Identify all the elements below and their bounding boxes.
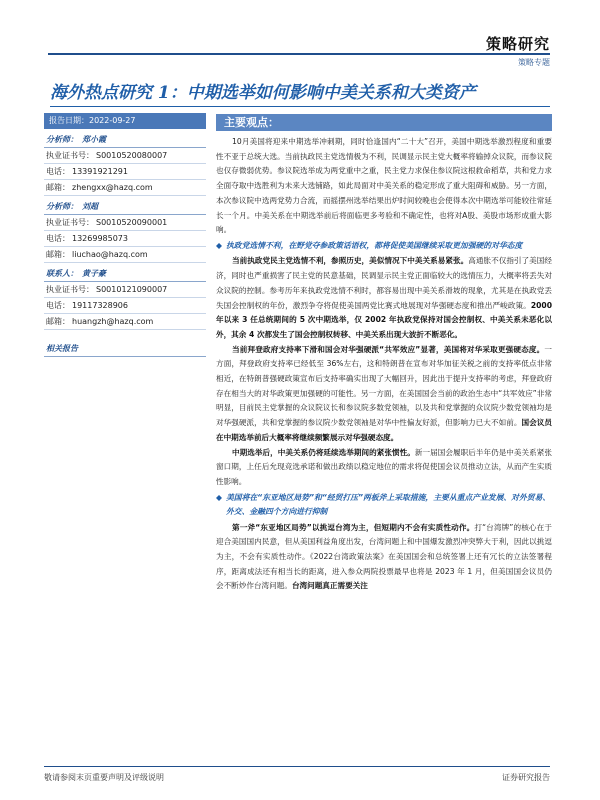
email-link[interactable]: liuchao@hazq.com	[72, 250, 148, 259]
phone-value: 13391921291	[72, 167, 128, 176]
diamond-bullet-icon: ◆	[216, 492, 222, 502]
brand-title: 策略研究	[485, 35, 550, 53]
analyst-role: 分析师：	[46, 135, 78, 144]
footer-disclaimer: 敬请参阅末页重要声明及评级说明	[44, 773, 164, 782]
key-point-text: 执政党选情不利，在野党夺参政策话语权，都将促使美国继续采取更加强硬的对华态度	[226, 240, 523, 250]
key-point-text: 美国将在“东亚地区局势”和“经贸打压”两板斧上采取措施，主要从重点产业发展、对外贸易、外交、金融四个方向进行抑制	[226, 492, 551, 517]
related-reports-heading: 相关报告	[44, 340, 206, 357]
report-title: 海外热点研究 1：中期选举如何影响中美关系和大类资产	[50, 83, 476, 103]
cert-row	[44, 215, 206, 231]
analyst-name: 郑小霞	[82, 135, 106, 144]
email-row	[44, 247, 206, 263]
cert-label: 执业证书号：	[46, 285, 94, 294]
phone-value: 13269985073	[72, 234, 128, 243]
paragraph-emphasis: 2000 年以来 3 任总统期间的 5 次中期选举，仅 2002 年执政党保持对国会控制权、中美关系未恶化以外，其余 4 次都发生了国会控制权转移、中美关系出现大波折不断恶化。	[216, 300, 552, 339]
cert-value: S0010520080007	[96, 151, 168, 160]
cert-row	[44, 282, 206, 298]
main-content	[216, 114, 552, 594]
analyst-name: 刘超	[82, 202, 98, 211]
body-paragraph	[216, 254, 552, 342]
email-label: 邮箱：	[46, 317, 70, 326]
phone-label: 电话：	[46, 234, 70, 243]
cert-value: S0010520090001	[96, 218, 168, 227]
email-row	[44, 314, 206, 330]
paragraph-lead: 当前拜登政府支持率下滑和国会对华强硬派“共军效应”显著，美国将对华采取更强硬态度。	[232, 344, 545, 354]
body-paragraph	[216, 521, 552, 595]
contact-role: 联系人：	[46, 269, 78, 278]
summary-paragraph: 10月美国将迎来中期选举冲刺期，同时恰逢国内“二十大”召开，美国中期选举激烈程度和重要性不亚于总统大选。当前执政民主党选情极为不利，民调显示民主党大概率将输掉众议院，而参议院也仅存微弱优势。参议院选举成为两党重中之重，民主党力求保住参议院这根救命稻草，共和党力求全面夺取中选胜利为未来大选铺路，如此局面对中美关系的稳定形成了重大阻碍和威胁。另一方面，本次参议院中选两党势力合流，而摇摆州选举结果出炉时间较晚也会使得本次中期选举可能较往常延长一个月。中美关系在中期选举前后将面临更多考验和不确定性，也将对A股、美股市场形成重大影响。	[216, 137, 552, 235]
contact-name: 黄子豪	[82, 269, 106, 278]
phone-label: 电话：	[46, 167, 70, 176]
analyst-heading	[44, 131, 206, 148]
sidebar	[44, 113, 206, 357]
paragraph-emphasis: 台湾问题真正需要关注	[291, 581, 368, 591]
paragraph-text: 新一届国会履职后半年仍是中美关系紧张窗口期，上任后允现竞选承诺和做出政绩以稳定地位的需求将促使国会议员推动立法，从而产生实质性影响。	[216, 447, 553, 486]
email-row	[44, 180, 206, 196]
body-paragraph	[216, 446, 552, 490]
analyst-block	[44, 131, 206, 196]
paragraph-lead: 当前执政党民主党选情不利，参照历史，美似情况下中美关系易紧张。	[232, 256, 469, 266]
email-link[interactable]: huangzh@hazq.com	[72, 317, 154, 326]
cert-row	[44, 148, 206, 164]
report-date: 报告日期：2022-09-27	[44, 113, 206, 129]
contact-heading	[44, 265, 206, 282]
email-link[interactable]: zhengxx@hazq.com	[72, 183, 153, 192]
header-rule	[48, 53, 550, 55]
key-point-1	[216, 239, 552, 254]
paragraph-lead: 中期选举后，中美关系仍将延续选举期间的紧张惯性。	[232, 447, 415, 457]
analyst-block	[44, 198, 206, 263]
key-point-2	[216, 491, 552, 520]
body-paragraph	[216, 343, 552, 446]
email-label: 邮箱：	[46, 250, 70, 259]
cert-value: S0010121090007	[96, 285, 168, 294]
cert-label: 执业证书号：	[46, 151, 94, 160]
phone-row	[44, 298, 206, 314]
paragraph-text: 一方面，拜登政府支持率已经低至 36%左右，这和特朗普在宣布对华加征关税之前的支持率低点非常相近，在特朗普强硬政策宣布后支持率确实出现了大幅回升，因此出于提升支持率的考虑，拜登政府存在相当大的对华政策更加强硬的可能性。另一方面，在美国国会当前的政治生态中“共军效应”非常明显，目前民主党掌握的众议院议长和参议院多数党领袖，以及共和党掌握的众议院少数党领袖均是对华强硬派，共和党掌握的参议院少数党领袖是对华中性偏友好派，但影响力已大不如前。	[216, 344, 552, 428]
analyst-role: 分析师：	[46, 202, 78, 211]
phone-value: 19117328906	[72, 301, 128, 310]
contact-block	[44, 265, 206, 330]
phone-row	[44, 231, 206, 247]
footer-rule	[44, 766, 550, 767]
paragraph-text: 打“台湾牌”的核心在于迎合美国国内民意，但从美国利益角度出发，台湾问题上和中国爆发激烈冲突弊大于利，因此以挑逗为主，不会有实质性动作。《2022台湾政策法案》在美国国会和总统签署上还有冗长的立法签署程序，距离成法还有相当长的距离，进入参众两院投票最早也将是 2023 年 1 月，但美国国会议员仍会不断炒作台湾问题。	[216, 522, 552, 591]
paragraph-emphasis: 国会议员在中期选举前后大概率将继续频繁展示对华强硬态度。	[216, 418, 553, 442]
analyst-heading	[44, 198, 206, 215]
footer-label: 证券研究报告	[502, 773, 550, 782]
cert-label: 执业证书号：	[46, 218, 94, 227]
paragraph-text: 高通胀不仅指引了美国经济，同时也严重损害了民主党的民意基础，民调显示民主党正面临较大的选情压力，大概率将丢失对众议院的控制。参考历年来执政党选情不利时，都容易出现中美关系滑坡的现象，尤其是在执政党丢失国会控制权的年份，激烈争夺将促使美国两党比赛式地展现对华强硬态度和推出严峻政策。	[216, 256, 553, 310]
diamond-bullet-icon: ◆	[216, 240, 222, 250]
paragraph-lead: 第一斧“东亚地区局势”以挑逗台湾为主，但短期内不会有实质性动作。	[232, 522, 475, 532]
email-label: 邮箱：	[46, 183, 70, 192]
report-category: 策略专题	[518, 58, 550, 67]
phone-row	[44, 164, 206, 180]
phone-label: 电话：	[46, 301, 70, 310]
main-heading: 主要观点：	[216, 114, 552, 131]
title-rule	[50, 106, 550, 107]
